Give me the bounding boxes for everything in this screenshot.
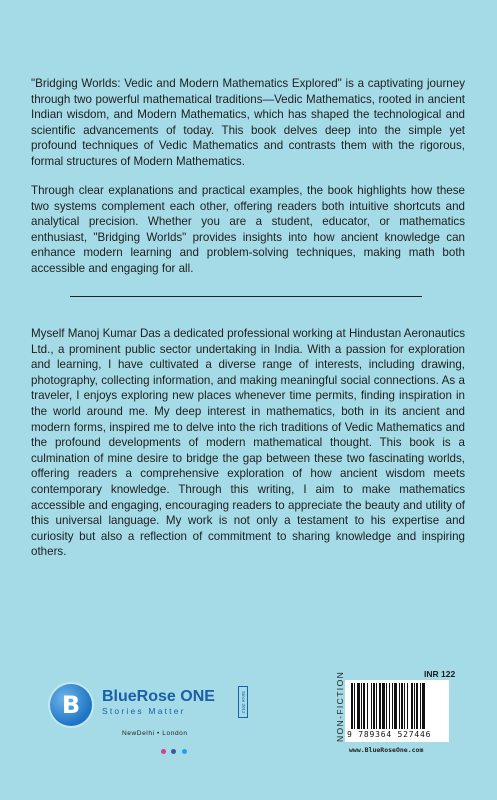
publisher-tagline: Stories Matter bbox=[102, 706, 186, 716]
barcode-bar bbox=[379, 683, 381, 729]
barcode-bar bbox=[363, 683, 365, 729]
barcode-bar bbox=[389, 683, 390, 729]
publisher-since: Since 2012 bbox=[238, 686, 248, 718]
category-label: NON-FICTION bbox=[335, 670, 345, 742]
price-label: INR 122 bbox=[424, 669, 456, 679]
barcode-bar bbox=[422, 683, 425, 729]
barcode-bar bbox=[354, 683, 355, 729]
publisher-website: www.BlueRoseOne.com bbox=[349, 746, 424, 754]
blurb-paragraph-1: "Bridging Worlds: Vedic and Modern Mathematics Explored" is a captivating journey through two powerful mathematical traditions—Vedic Mathematics, rooted in ancient Indian wisdom, and Modern Mathematics, which has shaped the technological and scientific advancements of today. This book delves deep into the simple yet profound techniques of Vedic Mathematics and contrasts them with the rigorous, formal structures of Modern Mathematics. bbox=[31, 77, 465, 168]
instagram-icon bbox=[161, 749, 166, 754]
barcode-bar bbox=[357, 683, 360, 729]
facebook-icon bbox=[171, 749, 176, 754]
author-bio: Myself Manoj Kumar Das a dedicated professional working at Hindustan Aeronautics Ltd., a prominent public sector undertaking in India. With a passion for exploration and learning, I have cultivated a diverse range of interests, including drawing, photography, collecting information, and making meaningful social connections. As a traveler, I enjoys exploring new places whenever time permits, finding inspiration in the world around me. My deep interest in mathematics, both in its ancient and modern forms, inspired me to delve into the rich traditions of Vedic Mathematics and the profound developments of modern mathematical thought. This book is a culmination of mine desire to bridge the gap between these two fascinating worlds, offering readers a comprehensive exploration of how ancient wisdom meets contemporary knowledge. Through this writing, I aim to make mathematics accessible and engaging, encouraging readers to appreciate the beauty and utility of this universal language. My work is not only a testament to his expertise and curiosity but also a reflection of commitment to sharing knowledge and inspiring others. bbox=[31, 327, 465, 559]
blurb-paragraph-2: Through clear explanations and practical examples, the book highlights how these two systems complement each other, offering readers both intuitive shortcuts and analytical precision. Whether you are a student, educator, or mathematics enthusiast, "Bridging Worlds" provides insights into how ancient knowledge can enhance modern learning and problem-solving techniques, making math both accessible and engaging for all. bbox=[31, 184, 465, 275]
barcode-bar bbox=[392, 683, 393, 729]
barcode-bar bbox=[394, 683, 397, 729]
barcode-bar bbox=[371, 683, 372, 729]
barcode-bar bbox=[361, 683, 362, 729]
logo-letter: B bbox=[61, 691, 81, 719]
barcode-bar bbox=[404, 683, 405, 729]
publisher-cities: NewDelhi • London bbox=[122, 730, 188, 737]
barcode-bar bbox=[416, 683, 418, 729]
isbn-barcode bbox=[345, 680, 449, 742]
twitter-icon bbox=[182, 749, 187, 754]
barcode-bar bbox=[411, 683, 413, 729]
barcode-bar bbox=[367, 683, 368, 729]
barcode-bar bbox=[351, 683, 353, 729]
barcode-bar bbox=[399, 683, 400, 729]
barcode-bar bbox=[373, 683, 375, 729]
barcode-bar bbox=[376, 683, 377, 729]
barcode-bar bbox=[382, 683, 385, 729]
section-divider bbox=[70, 296, 422, 297]
barcode-bar bbox=[386, 683, 387, 729]
publisher-logo bbox=[50, 684, 250, 744]
publisher-name: BlueRose ONE bbox=[102, 688, 215, 705]
social-icons bbox=[161, 741, 188, 759]
barcode-icon bbox=[349, 683, 445, 729]
barcode-bar bbox=[414, 683, 415, 729]
barcode-bar bbox=[401, 683, 403, 729]
isbn-number: 9 789364 527446 bbox=[347, 730, 432, 739]
barcode-bar bbox=[407, 683, 408, 729]
barcode-bar bbox=[420, 683, 421, 729]
